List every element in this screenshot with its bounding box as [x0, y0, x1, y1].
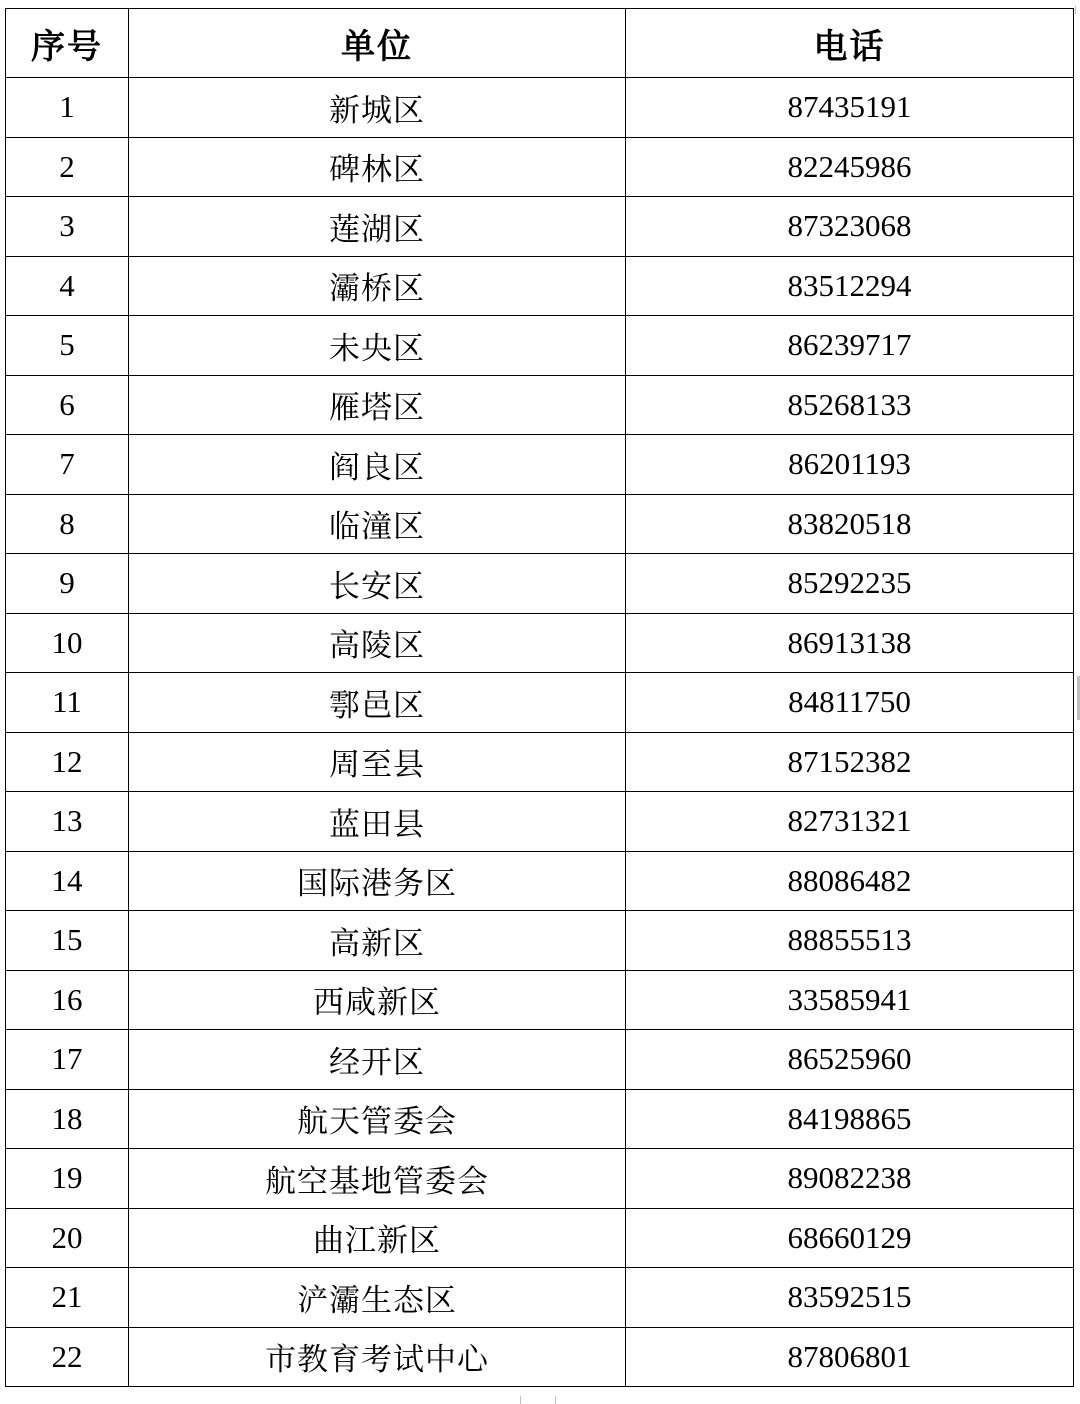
table-row [6, 911, 1074, 971]
table-row [6, 137, 1074, 197]
row-index: 2 [6, 137, 129, 197]
row-unit: 雁塔区 [129, 375, 626, 435]
table-row [6, 1089, 1074, 1149]
row-unit: 经开区 [129, 1030, 626, 1090]
row-unit: 临潼区 [129, 494, 626, 554]
row-index: 8 [6, 494, 129, 554]
row-unit: 蓝田县 [129, 792, 626, 852]
table-row [6, 1327, 1074, 1387]
row-index: 1 [6, 78, 129, 138]
page-corner-mark-top-right [1075, 6, 1076, 14]
table-row [6, 494, 1074, 554]
row-phone: 88855513 [626, 911, 1074, 971]
row-phone: 33585941 [626, 970, 1074, 1030]
row-index: 22 [6, 1327, 129, 1387]
row-index: 9 [6, 554, 129, 614]
header-index: 序号 [6, 9, 129, 78]
table-row [6, 435, 1074, 495]
row-phone: 89082238 [626, 1149, 1074, 1209]
row-index: 20 [6, 1208, 129, 1268]
row-unit: 高新区 [129, 911, 626, 971]
row-phone: 86201193 [626, 435, 1074, 495]
table-row [6, 970, 1074, 1030]
row-unit: 莲湖区 [129, 197, 626, 257]
row-index: 5 [6, 316, 129, 376]
row-unit: 新城区 [129, 78, 626, 138]
row-phone: 85292235 [626, 554, 1074, 614]
row-index: 11 [6, 673, 129, 733]
table-row [6, 732, 1074, 792]
row-unit: 浐灞生态区 [129, 1268, 626, 1328]
row-unit: 周至县 [129, 732, 626, 792]
table-row [6, 613, 1074, 673]
row-unit: 市教育考试中心 [129, 1327, 626, 1387]
row-index: 7 [6, 435, 129, 495]
row-unit: 曲江新区 [129, 1208, 626, 1268]
table-row [6, 375, 1074, 435]
table-row [6, 256, 1074, 316]
row-index: 3 [6, 197, 129, 257]
row-unit: 长安区 [129, 554, 626, 614]
table-row [6, 792, 1074, 852]
row-phone: 83512294 [626, 256, 1074, 316]
row-phone: 86239717 [626, 316, 1074, 376]
row-phone: 82731321 [626, 792, 1074, 852]
row-phone: 87806801 [626, 1327, 1074, 1387]
table-row [6, 316, 1074, 376]
row-index: 19 [6, 1149, 129, 1209]
header-unit: 单位 [129, 9, 626, 78]
table-row [6, 78, 1074, 138]
row-phone: 84198865 [626, 1089, 1074, 1149]
row-phone: 85268133 [626, 375, 1074, 435]
row-phone: 87152382 [626, 732, 1074, 792]
row-index: 21 [6, 1268, 129, 1328]
row-unit: 鄠邑区 [129, 673, 626, 733]
row-phone: 83592515 [626, 1268, 1074, 1328]
row-unit: 国际港务区 [129, 851, 626, 911]
row-phone: 88086482 [626, 851, 1074, 911]
row-index: 10 [6, 613, 129, 673]
header-phone: 电话 [626, 9, 1074, 78]
table-row [6, 554, 1074, 614]
row-index: 13 [6, 792, 129, 852]
row-index: 16 [6, 970, 129, 1030]
row-index: 4 [6, 256, 129, 316]
contact-table [5, 8, 1074, 1387]
page-corner-mark-bottom-right [555, 1396, 556, 1404]
row-unit: 高陵区 [129, 613, 626, 673]
table-row [6, 1208, 1074, 1268]
row-index: 12 [6, 732, 129, 792]
row-index: 17 [6, 1030, 129, 1090]
row-phone: 87323068 [626, 197, 1074, 257]
row-unit: 碑林区 [129, 137, 626, 197]
table-body [6, 78, 1074, 1387]
row-unit: 航空基地管委会 [129, 1149, 626, 1209]
row-unit: 西咸新区 [129, 970, 626, 1030]
row-phone: 86525960 [626, 1030, 1074, 1090]
row-phone: 68660129 [626, 1208, 1074, 1268]
row-unit: 未央区 [129, 316, 626, 376]
row-phone: 87435191 [626, 78, 1074, 138]
row-phone: 83820518 [626, 494, 1074, 554]
table-row [6, 197, 1074, 257]
table-row [6, 1268, 1074, 1328]
row-index: 15 [6, 911, 129, 971]
table-header-row [6, 9, 1074, 78]
table-row [6, 1149, 1074, 1209]
row-index: 14 [6, 851, 129, 911]
row-phone: 86913138 [626, 613, 1074, 673]
row-unit: 阎良区 [129, 435, 626, 495]
table-row [6, 673, 1074, 733]
row-unit: 航天管委会 [129, 1089, 626, 1149]
row-index: 18 [6, 1089, 129, 1149]
row-unit: 灞桥区 [129, 256, 626, 316]
row-phone: 84811750 [626, 673, 1074, 733]
row-index: 6 [6, 375, 129, 435]
page-corner-mark-bottom-left [520, 1396, 521, 1404]
table-row [6, 1030, 1074, 1090]
row-phone: 82245986 [626, 137, 1074, 197]
table-row [6, 851, 1074, 911]
